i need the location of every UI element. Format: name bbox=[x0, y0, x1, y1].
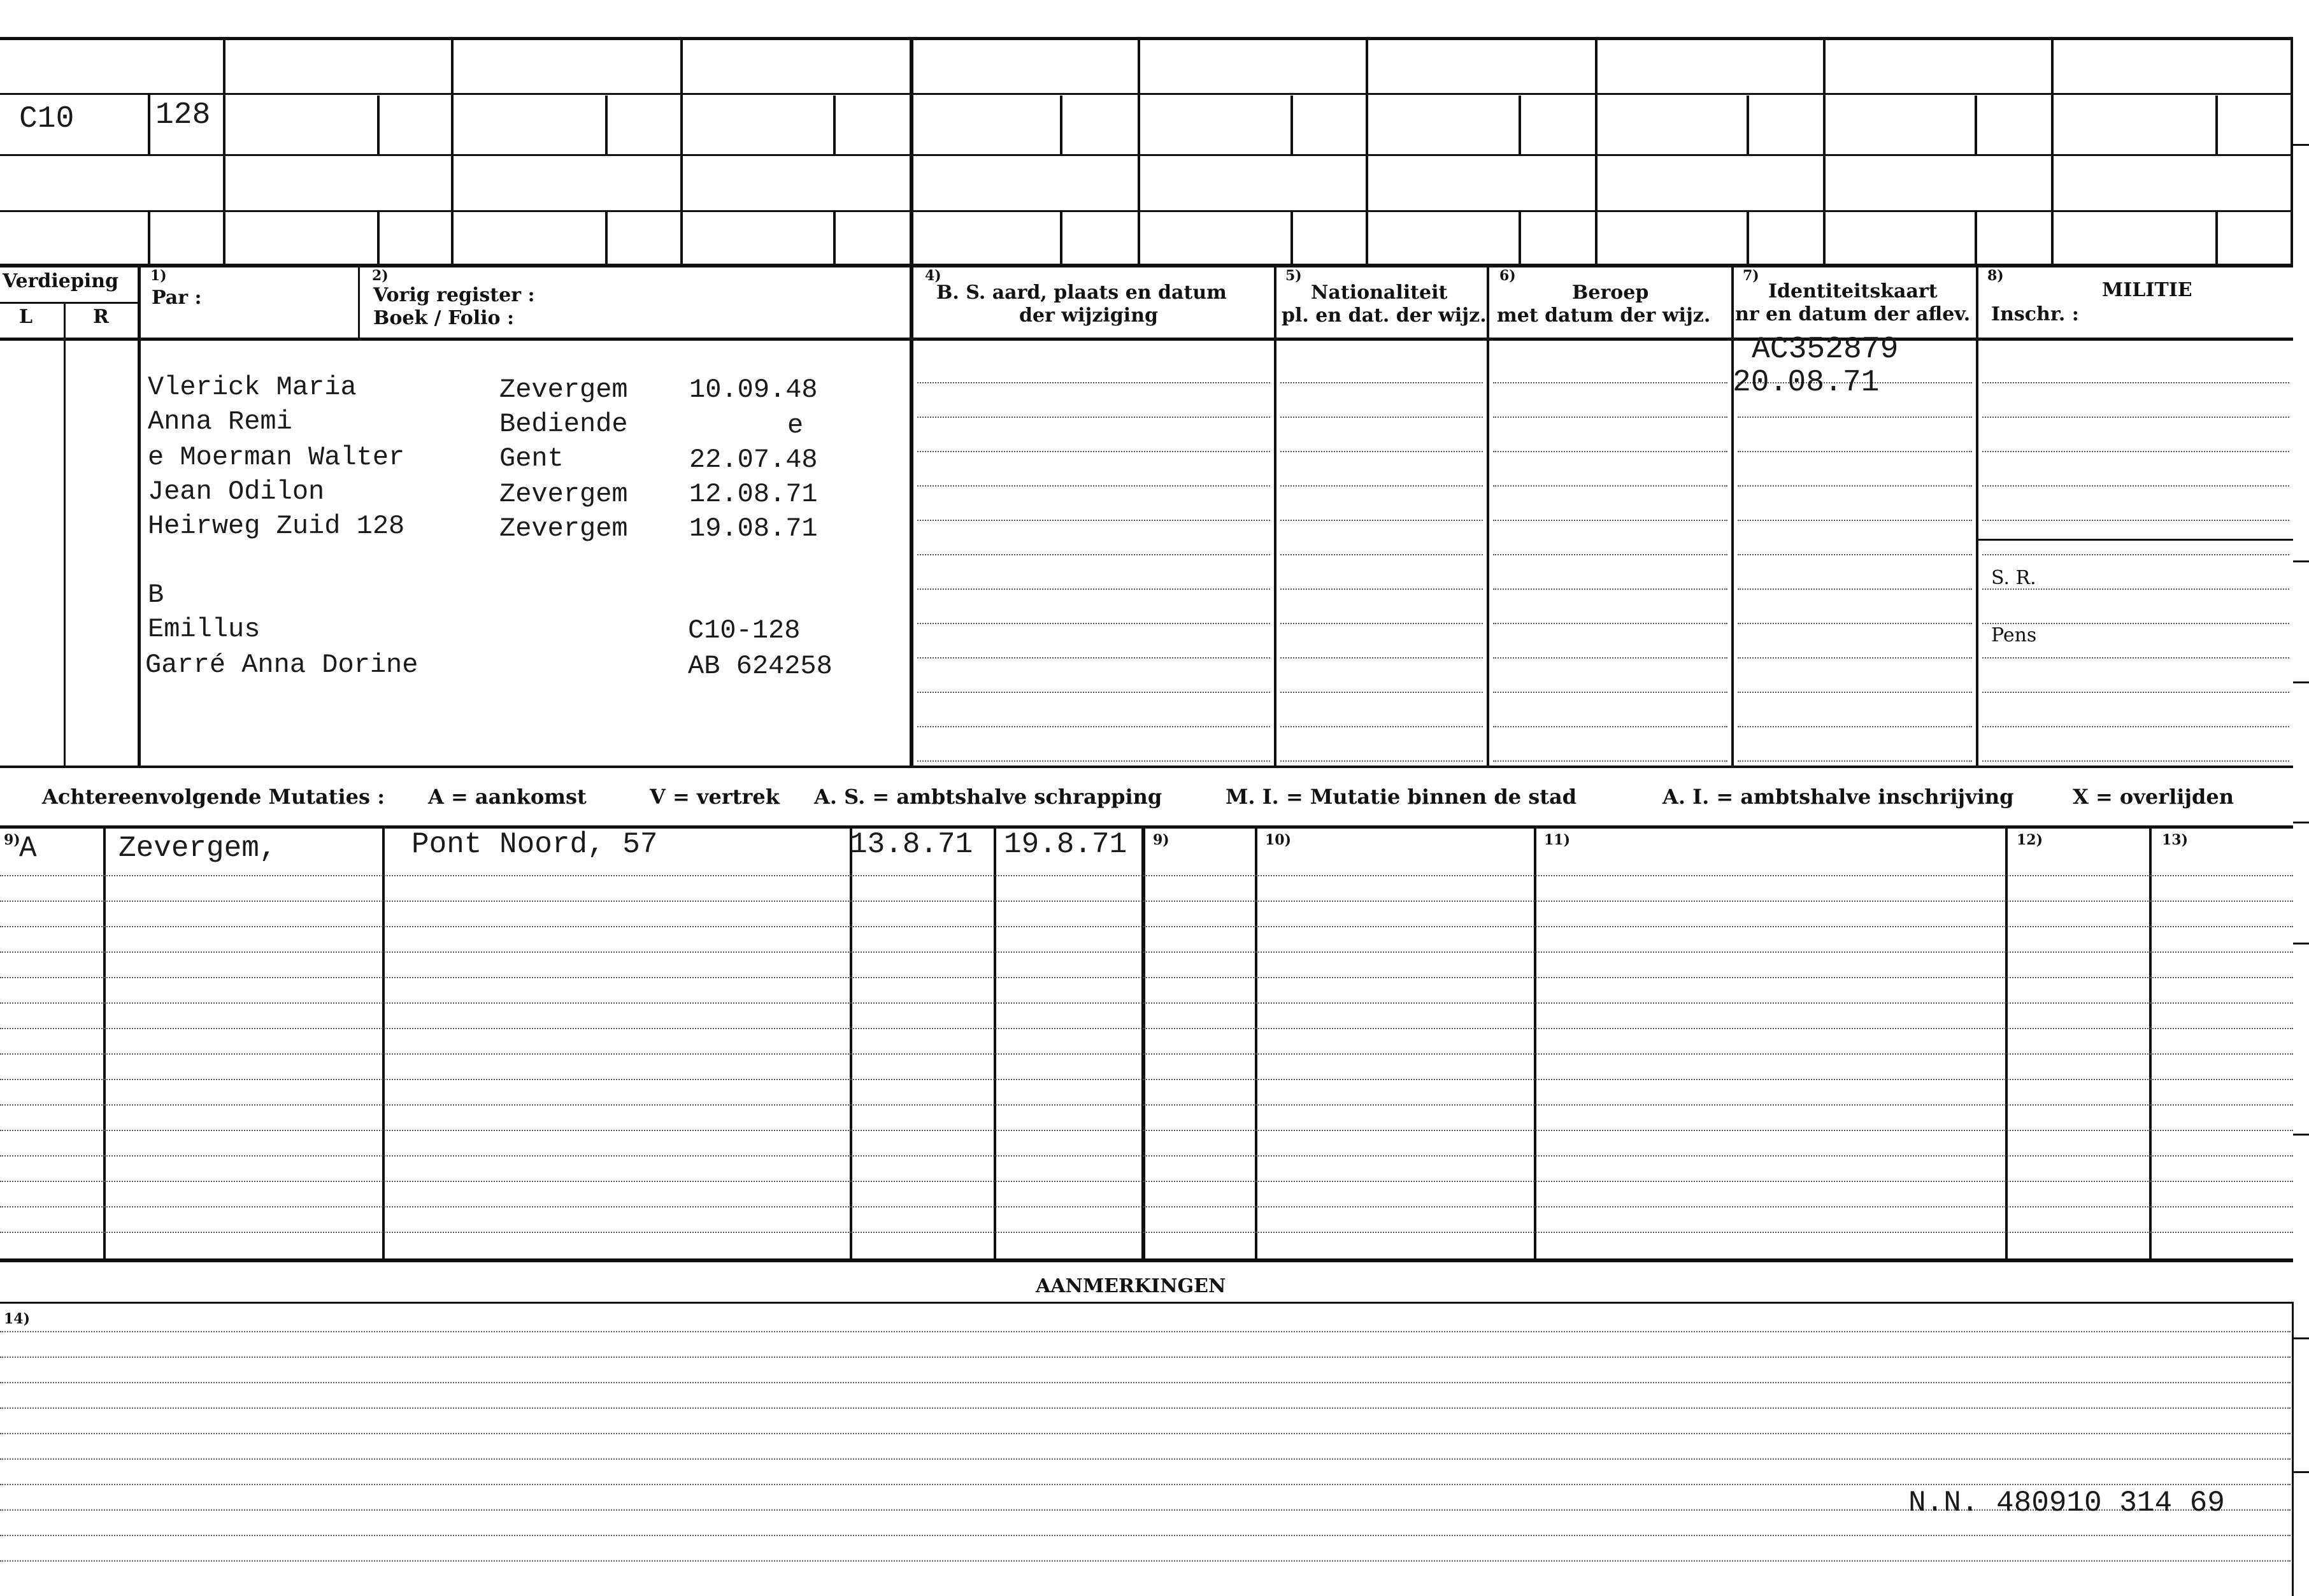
grid-line bbox=[103, 825, 106, 1261]
ruled-line bbox=[0, 875, 2293, 876]
person-date: 12.08.71 bbox=[689, 479, 818, 509]
sr-label: S. R. bbox=[1991, 567, 2036, 589]
footnote-11: 11) bbox=[1544, 832, 1571, 848]
grid-line bbox=[0, 302, 140, 304]
grid-line bbox=[358, 266, 360, 338]
partner-id: AB 624258 bbox=[688, 651, 833, 681]
grid-line bbox=[377, 210, 380, 264]
ruled-line bbox=[0, 1382, 2291, 1383]
ruled-line bbox=[0, 1331, 2291, 1332]
mutation-code: A bbox=[19, 832, 37, 865]
ruled-line bbox=[917, 382, 1270, 383]
grid-line bbox=[1487, 266, 1489, 767]
ruled-line bbox=[0, 1130, 2293, 1131]
footnote-1: 1) bbox=[150, 267, 167, 284]
ruled-line bbox=[917, 726, 1270, 727]
ruled-line bbox=[1493, 417, 1727, 418]
tick bbox=[2293, 560, 2309, 562]
grid-line bbox=[1747, 210, 1749, 264]
par-header: Par : bbox=[152, 287, 202, 309]
mutation-address: Pont Noord, 57 bbox=[411, 828, 658, 861]
tick bbox=[2293, 943, 2309, 944]
person-place: Gent bbox=[499, 443, 564, 474]
mutation-place: Zevergem, bbox=[118, 832, 277, 865]
grid-line bbox=[910, 39, 913, 266]
person-date: 22.07.48 bbox=[689, 445, 818, 475]
ruled-line bbox=[1493, 451, 1727, 452]
ruled-line bbox=[1738, 520, 1972, 521]
ruled-line bbox=[1493, 760, 1727, 762]
ruled-line bbox=[0, 1104, 2293, 1106]
top-border bbox=[0, 37, 2293, 40]
ruled-line bbox=[1493, 692, 1727, 693]
person-date: 19.08.71 bbox=[689, 513, 818, 544]
grid-line bbox=[0, 154, 2293, 156]
vorig-register-header: Vorig register : bbox=[373, 284, 535, 306]
ruled-line bbox=[0, 1407, 2291, 1409]
ruled-line bbox=[1738, 588, 1972, 590]
mutation-date-2: 19.8.71 bbox=[1004, 828, 1127, 861]
ruled-line bbox=[0, 977, 2293, 978]
ruled-line bbox=[1493, 623, 1727, 624]
ruled-line bbox=[1738, 623, 1972, 624]
grid-line bbox=[1274, 266, 1276, 767]
person-place: Bediende bbox=[499, 409, 628, 439]
ruled-line bbox=[1280, 657, 1483, 659]
ruled-line bbox=[1280, 623, 1483, 624]
grid-line bbox=[1976, 266, 1978, 767]
tick bbox=[2293, 144, 2309, 146]
boek-folio-header: Boek / Folio : bbox=[373, 307, 515, 329]
remarks-title: AANMERKINGEN bbox=[1036, 1275, 1226, 1297]
footnote-13: 13) bbox=[2162, 832, 2189, 848]
ruled-line bbox=[1982, 451, 2289, 452]
ruled-line bbox=[1738, 485, 1972, 487]
ruled-line bbox=[0, 1357, 2291, 1358]
ruled-line bbox=[1493, 485, 1727, 487]
ruled-line bbox=[0, 1181, 2293, 1182]
ruled-line bbox=[0, 1535, 2291, 1536]
grid-line bbox=[0, 338, 2293, 341]
id-card-date: 20.08.71 bbox=[1733, 366, 1880, 400]
grid-line bbox=[1060, 96, 1062, 154]
grid-line bbox=[680, 39, 683, 266]
ruled-line bbox=[1280, 382, 1483, 383]
ruled-line bbox=[0, 1079, 2293, 1080]
ruled-line bbox=[0, 926, 2293, 927]
grid-line bbox=[1534, 825, 1536, 1261]
person-date: 10.09.48 bbox=[689, 374, 818, 405]
ruled-line bbox=[917, 554, 1270, 555]
grid-line bbox=[0, 210, 2293, 212]
ruled-line bbox=[917, 692, 1270, 693]
person-name: Heirweg Zuid 128 bbox=[148, 511, 405, 541]
ruled-line bbox=[1280, 417, 1483, 418]
legend-as: A. S. = ambtshalve schrapping bbox=[814, 785, 1162, 809]
grid-line bbox=[2292, 1302, 2294, 1596]
footnote-8: 8) bbox=[1987, 267, 2004, 284]
grid-line bbox=[0, 264, 2293, 267]
grid-line bbox=[910, 266, 913, 767]
grid-line bbox=[850, 825, 852, 1261]
ruled-line bbox=[1982, 382, 2289, 383]
legend-v: V = vertrek bbox=[650, 785, 780, 809]
footnote-14: 14) bbox=[4, 1311, 31, 1327]
id-header-2: nr en datum der aflev. bbox=[1735, 303, 1971, 325]
ruled-line bbox=[0, 1206, 2293, 1208]
legend-mi: M. I. = Mutatie binnen de stad bbox=[1226, 785, 1577, 809]
footnote-7: 7) bbox=[1743, 267, 1759, 284]
left-header: L bbox=[19, 306, 33, 328]
ruled-line bbox=[1280, 485, 1483, 487]
beroep-header-1: Beroep bbox=[1572, 281, 1649, 304]
national-number: N.N. 480910 314 69 bbox=[1908, 1486, 2225, 1520]
ruled-line bbox=[1493, 382, 1727, 383]
legend-x: X = overlijden bbox=[2073, 785, 2234, 809]
grid-line bbox=[0, 1258, 2293, 1262]
grid-line bbox=[2291, 39, 2293, 266]
grid-line bbox=[1731, 266, 1734, 767]
grid-line bbox=[1976, 539, 2293, 541]
person-place: Zevergem bbox=[499, 479, 628, 509]
footnote-9b: 9) bbox=[1153, 832, 1169, 848]
number-cell: 128 bbox=[155, 98, 211, 132]
ruled-line bbox=[1738, 554, 1972, 555]
ruled-line bbox=[1493, 520, 1727, 521]
ruled-line bbox=[1982, 554, 2289, 555]
ruled-line bbox=[1280, 520, 1483, 521]
ruled-line bbox=[1280, 554, 1483, 555]
ruled-line bbox=[1982, 726, 2289, 727]
grid-line bbox=[833, 96, 836, 154]
person-place: Zevergem bbox=[499, 513, 628, 544]
footnote-10: 10) bbox=[1265, 832, 1292, 848]
ruled-line bbox=[917, 520, 1270, 521]
grid-line bbox=[64, 302, 66, 767]
person-date: e bbox=[787, 410, 804, 441]
grid-line bbox=[2005, 825, 2008, 1261]
ruled-line bbox=[0, 1155, 2293, 1157]
ruled-line bbox=[0, 951, 2293, 953]
ruled-line bbox=[1982, 657, 2289, 659]
grid-line bbox=[1519, 210, 1521, 264]
inschr-label: Inschr. : bbox=[1991, 303, 2079, 325]
person-name: Jean Odilon bbox=[148, 476, 325, 507]
ruled-line bbox=[917, 485, 1270, 487]
grid-line bbox=[1290, 96, 1293, 154]
ruled-line bbox=[0, 1560, 2291, 1562]
b-label: B bbox=[148, 580, 164, 610]
ruled-line bbox=[1982, 692, 2289, 693]
grid-line bbox=[1366, 39, 1368, 266]
mutations-title: Achtereenvolgende Mutaties : bbox=[42, 785, 385, 809]
ruled-line bbox=[0, 1232, 2293, 1233]
grid-line bbox=[1747, 96, 1749, 154]
footnote-4: 4) bbox=[925, 267, 941, 284]
ruled-line bbox=[1738, 692, 1972, 693]
tick bbox=[2293, 1134, 2309, 1136]
legend-ai: A. I. = ambtshalve inschrijving bbox=[1662, 785, 2014, 809]
grid-line bbox=[2051, 39, 2054, 266]
grid-line bbox=[1975, 96, 1977, 154]
bs-header-2: der wijziging bbox=[1019, 304, 1158, 327]
grid-line bbox=[1141, 825, 1145, 1261]
ruled-line bbox=[1738, 726, 1972, 727]
ruled-line bbox=[1280, 726, 1483, 727]
footnote-2: 2) bbox=[372, 267, 389, 284]
partner-name: Garré Anna Dorine bbox=[145, 650, 418, 680]
ruled-line bbox=[0, 1002, 2293, 1004]
ruled-line bbox=[917, 760, 1270, 762]
tick bbox=[2293, 1337, 2309, 1339]
bs-header-1: B. S. aard, plaats en datum bbox=[936, 281, 1227, 304]
ruled-line bbox=[1982, 760, 2289, 762]
grid-line bbox=[0, 93, 2293, 95]
verdieping-header: Verdieping bbox=[3, 270, 119, 292]
tick bbox=[2293, 822, 2309, 823]
grid-line bbox=[2215, 96, 2218, 154]
grid-line bbox=[148, 93, 150, 154]
grid-line bbox=[0, 825, 2293, 829]
beroep-header-2: met datum der wijz. bbox=[1497, 304, 1711, 327]
grid-line bbox=[1060, 210, 1062, 264]
grid-line bbox=[0, 1302, 2293, 1304]
militie-header: MILITIE bbox=[2102, 279, 2192, 301]
grid-line bbox=[1975, 210, 1977, 264]
grid-line bbox=[223, 39, 225, 266]
person-name: Vlerick Maria bbox=[148, 372, 357, 403]
grid-line bbox=[605, 96, 608, 154]
grid-line bbox=[138, 266, 141, 767]
grid-line bbox=[1255, 825, 1257, 1261]
ruled-line bbox=[0, 1028, 2293, 1029]
ruled-line bbox=[1982, 520, 2289, 521]
ruled-line bbox=[1280, 588, 1483, 590]
ruled-line bbox=[1493, 554, 1727, 555]
grid-line bbox=[833, 210, 836, 264]
grid-line bbox=[0, 766, 2293, 768]
ruled-line bbox=[917, 417, 1270, 418]
ruled-line bbox=[0, 1053, 2293, 1055]
grid-line bbox=[994, 825, 996, 1261]
pens-label: Pens bbox=[1991, 624, 2037, 646]
ruled-line bbox=[1493, 657, 1727, 659]
tick bbox=[2293, 1471, 2309, 1473]
ruled-line bbox=[0, 1484, 2291, 1485]
ruled-line bbox=[1738, 657, 1972, 659]
footnote-9: 9) bbox=[4, 832, 20, 848]
ruled-line bbox=[1738, 417, 1972, 418]
grid-line bbox=[1823, 39, 1826, 266]
ruled-line bbox=[1280, 760, 1483, 762]
code-cell: C10 bbox=[19, 102, 75, 136]
id-card-number: AC352879 bbox=[1752, 332, 1899, 367]
ruled-line bbox=[917, 623, 1270, 624]
ruled-line bbox=[0, 1433, 2291, 1434]
ruled-line bbox=[1280, 451, 1483, 452]
footnote-6: 6) bbox=[1499, 267, 1516, 284]
grid-line bbox=[2215, 210, 2218, 264]
ruled-line bbox=[1738, 760, 1972, 762]
ruled-line bbox=[917, 588, 1270, 590]
ruled-line bbox=[1738, 451, 1972, 452]
grid-line bbox=[1138, 39, 1140, 266]
legend-a: A = aankomst bbox=[428, 785, 587, 809]
nat-header-1: Nationaliteit bbox=[1311, 281, 1448, 304]
ruled-line bbox=[1493, 726, 1727, 727]
ruled-line bbox=[0, 1458, 2291, 1460]
ruled-line bbox=[1982, 417, 2289, 418]
nat-header-2: pl. en dat. der wijz. bbox=[1282, 304, 1487, 327]
grid-line bbox=[1519, 96, 1521, 154]
grid-line bbox=[382, 825, 385, 1261]
footnote-12: 12) bbox=[2017, 832, 2043, 848]
person-place: Zevergem bbox=[499, 374, 628, 405]
partner-ref: C10-128 bbox=[688, 615, 801, 646]
grid-line bbox=[1595, 39, 1598, 266]
ruled-line bbox=[917, 657, 1270, 659]
grid-line bbox=[451, 39, 454, 266]
ruled-line bbox=[1982, 485, 2289, 487]
id-header-1: Identiteitskaart bbox=[1768, 280, 1938, 303]
person-name: e Moerman Walter bbox=[148, 442, 405, 473]
grid-line bbox=[605, 210, 608, 264]
right-header: R bbox=[93, 306, 109, 328]
ruled-line bbox=[917, 451, 1270, 452]
tick bbox=[2293, 681, 2309, 683]
grid-line bbox=[148, 210, 150, 264]
mutation-date-1: 13.8.71 bbox=[850, 828, 973, 861]
grid-line bbox=[2149, 825, 2152, 1261]
partner-first: Emillus bbox=[148, 614, 261, 645]
grid-line bbox=[377, 96, 380, 154]
ruled-line bbox=[0, 901, 2293, 902]
grid-line bbox=[1290, 210, 1293, 264]
ruled-line bbox=[1493, 588, 1727, 590]
ruled-line bbox=[1280, 692, 1483, 693]
footnote-5: 5) bbox=[1285, 267, 1302, 284]
person-name: Anna Remi bbox=[148, 406, 292, 437]
